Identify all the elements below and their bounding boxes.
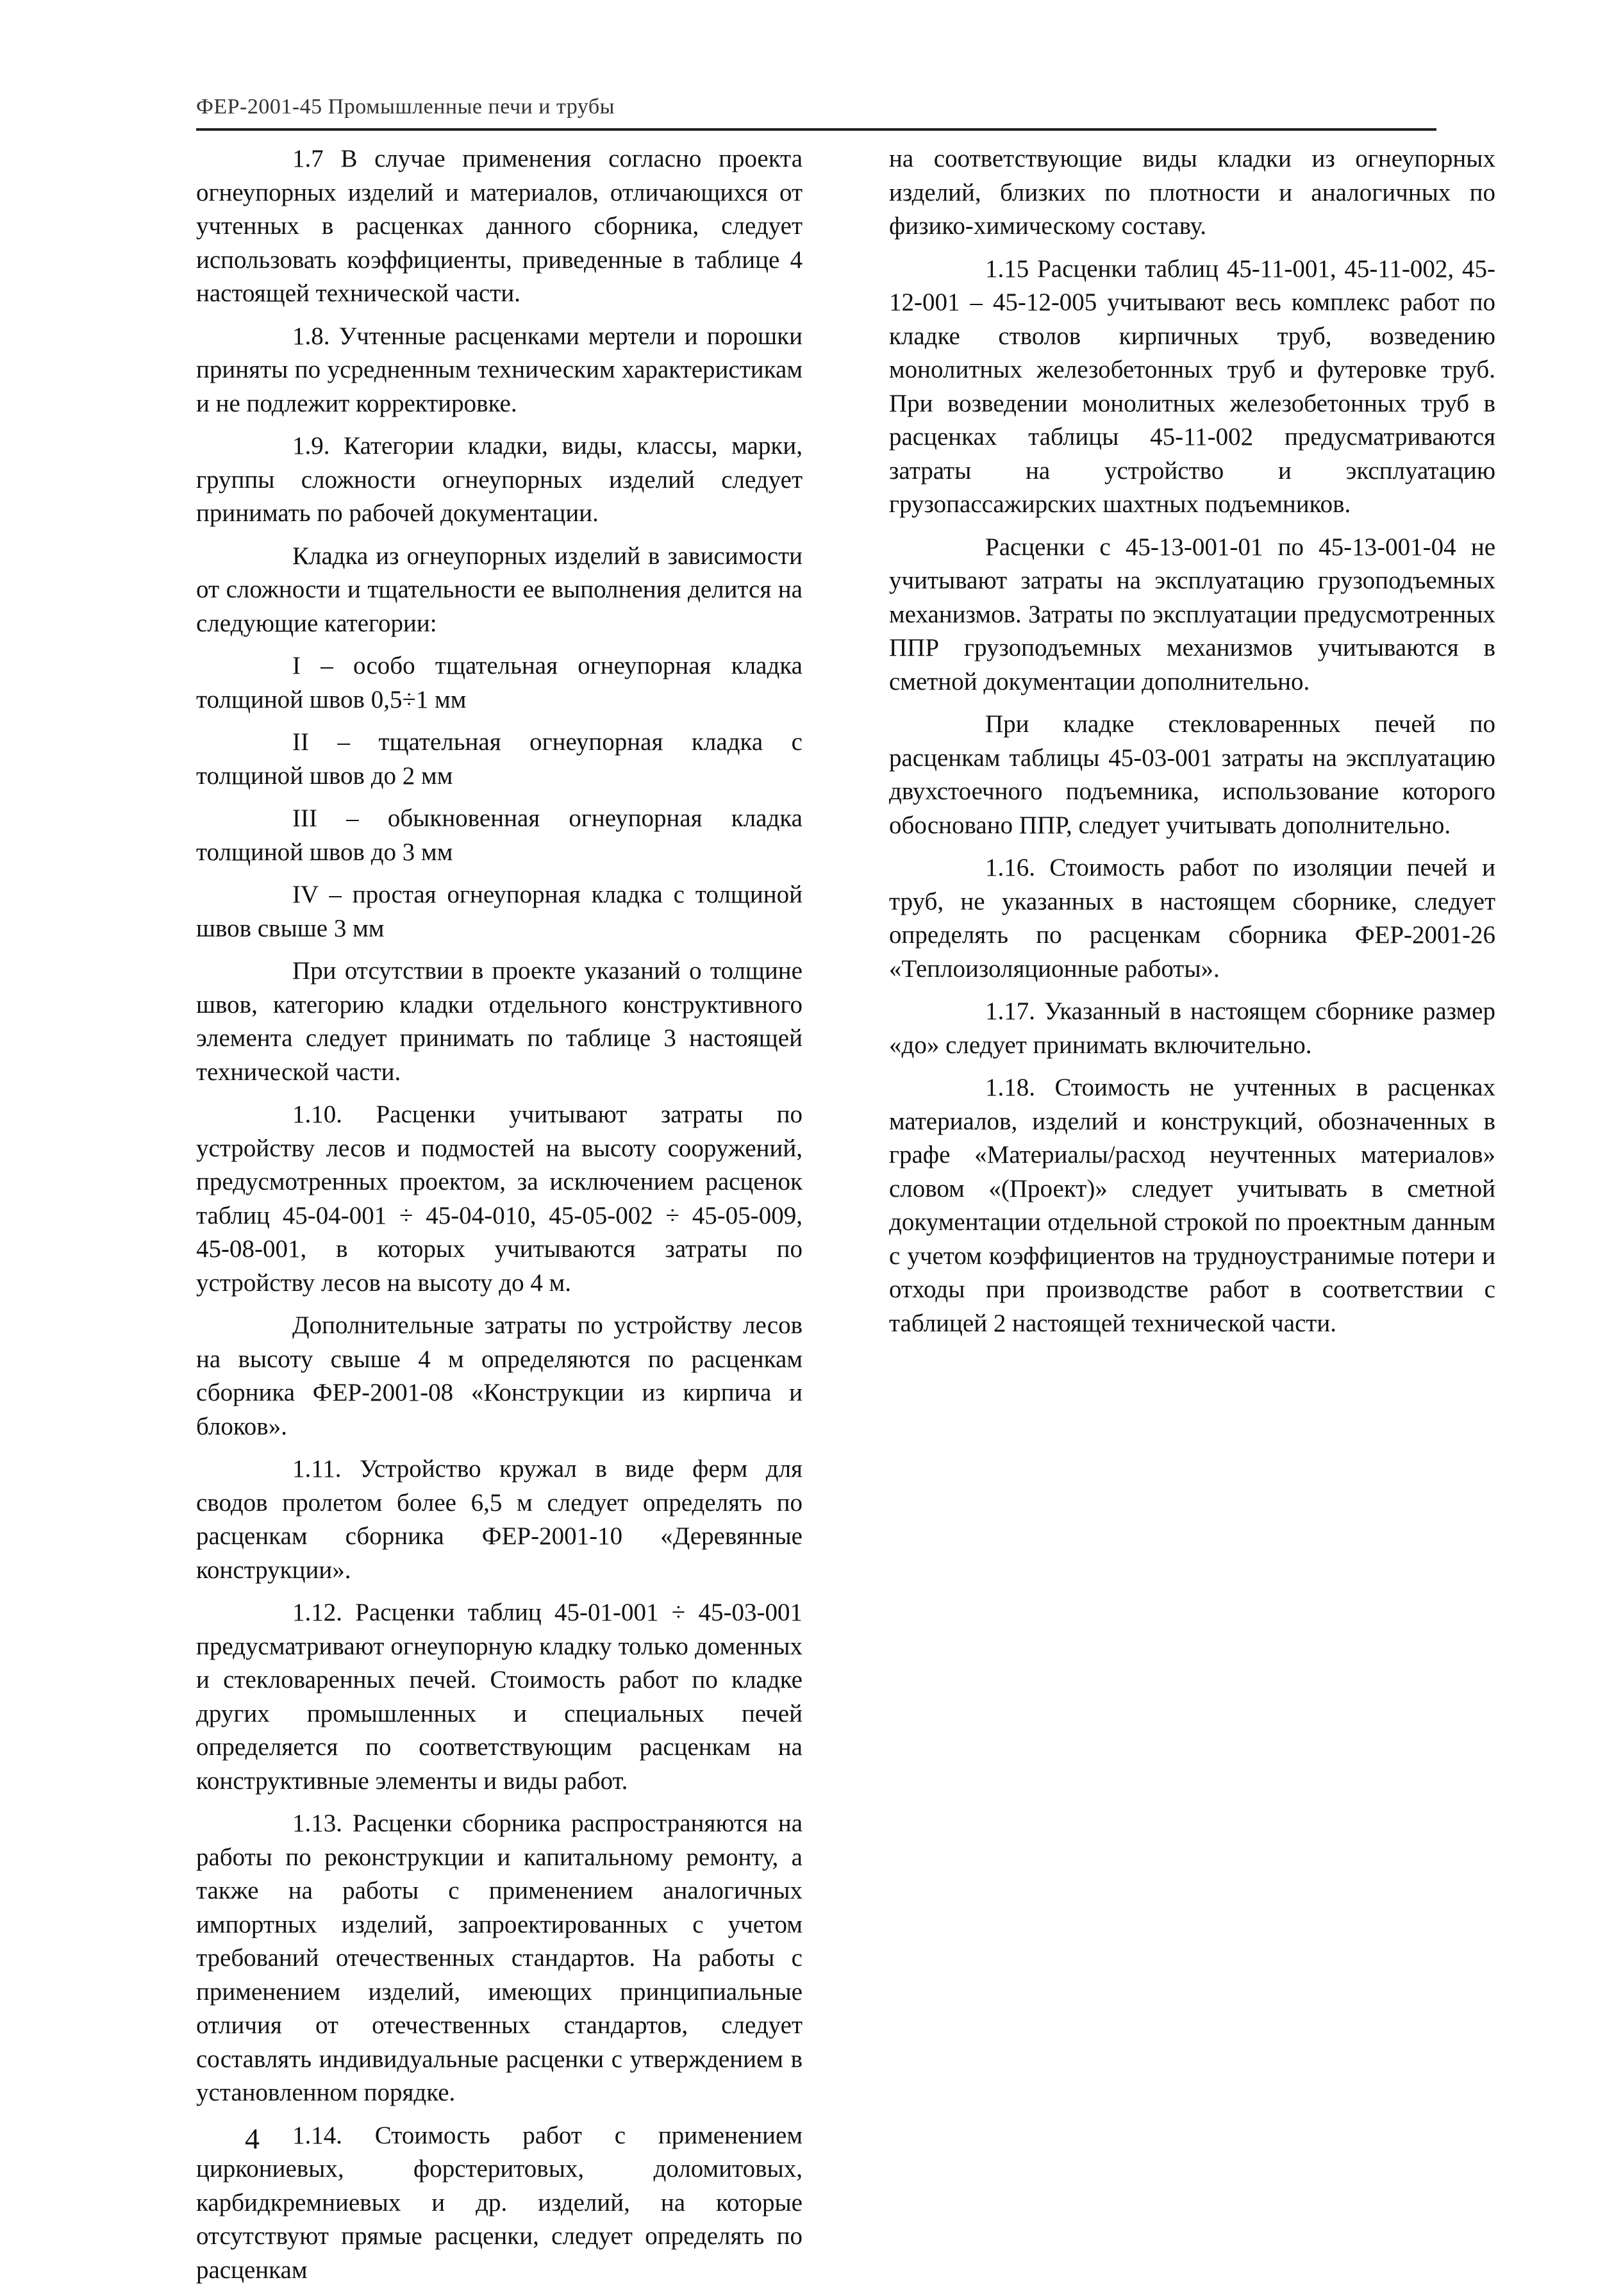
running-header: ФЕР-2001-45 Промышленные печи и трубы bbox=[196, 95, 615, 119]
paragraph-glass-furnaces: При кладке стекловаренных печей по расценкам таблицы 45-03-001 затраты на эксплуатацию двухстоечного подъемника, использование которого обосновано ППР, следует учитывать дополнительно. bbox=[889, 710, 1495, 839]
right-column bbox=[889, 142, 1495, 1349]
paragraph-1-17: 1.17. Указанный в настоящем сборнике размер «до» следует принимать включительно. bbox=[889, 997, 1495, 1059]
paragraph-1-12: 1.12. Расценки таблиц 45-01-001 ÷ 45-03-001 предусматривают огнеупорную кладку только доменных и стекловаренных печей. Стоимость работ по кладке других промышленных и специальных печей определяется по соответствующим расценкам на конструктивные элементы и виды работ. bbox=[196, 1599, 803, 1795]
category-i: I – особо тщательная огнеупорная кладка толщиной швов 0,5÷1 мм bbox=[196, 652, 803, 713]
paragraph-1-11: 1.11. Устройство кружал в виде ферм для сводов пролетом более 6,5 м следует определять по расценкам сборника ФЕР-2001-10 «Деревянные конструкции». bbox=[196, 1455, 803, 1584]
category-iii: III – обыкновенная огнеупорная кладка толщиной швов до 3 мм bbox=[196, 804, 803, 866]
paragraph-1-13: 1.13. Расценки сборника распространяются на работы по реконструкции и капитальному ремонту, а также на работы с применением аналогичных импортных изделий, запроектированных с учетом требований отечественных стандартов. На работы с применением изделий, имеющих принципиальные отличия от отечественных стандартов, следует составлять индивидуальные расценки с утверждением в установленном порядке. bbox=[196, 1809, 803, 2106]
category-iv: IV – простая огнеупорная кладка с толщиной швов свыше 3 мм bbox=[196, 881, 803, 942]
category-ii: II – тщательная огнеупорная кладка с толщиной швов до 2 мм bbox=[196, 728, 803, 790]
paragraph-1-15: 1.15 Расценки таблиц 45-11-001, 45-11-002, 45-12-001 – 45-12-005 учитывают весь комплекс работ по кладке стволов кирпичных труб, возведению монолитных железобетонных труб и футеровке труб. При возведении монолитных железобетонных труб в расценках таблицы 45-11-002 предусматриваются затраты на устройство и эксплуатацию грузопассажирских шахтных подъемников. bbox=[889, 254, 1495, 518]
paragraph-lifting-mechanisms: Расценки с 45-13-001-01 по 45-13-001-04 не учитывают затраты на эксплуатацию грузоподъемных механизмов. Затраты по эксплуатации предусмотренных ППР грузоподъемных механизмов учитываются в сметной документации дополнительно. bbox=[889, 533, 1495, 695]
paragraph-1-9: 1.9. Категории кладки, виды, классы, марки, группы сложности огнеупорных изделий следует принимать по рабочей документации. bbox=[196, 432, 803, 527]
paragraph-seam-thickness: При отсутствии в проекте указаний о толщине швов, категорию кладки отдельного конструктивного элемента следует принимать по таблице 3 настоящей технической части. bbox=[196, 957, 803, 1086]
paragraph-1-8: 1.8. Учтенные расценками мертели и порошки приняты по усредненным техническим характеристикам и не подлежит корректировке. bbox=[196, 322, 803, 417]
paragraph-categories-intro: Кладка из огнеупорных изделий в зависимости от сложности и тщательности ее выполнения делится на следующие категории: bbox=[196, 542, 803, 637]
paragraph-1-14: 1.14. Стоимость работ с применением циркониевых, форстеритовых, доломитовых, карбидкремниевых и др. изделий, на которые отсутствуют прямые расценки, следует определять по расценкам bbox=[196, 2121, 803, 2284]
paragraph-1-16: 1.16. Стоимость работ по изоляции печей и труб, не указанных в настоящем сборнике, следует определять по расценкам сборника ФЕР-2001-26 «Теплоизоляционные работы». bbox=[889, 854, 1495, 983]
paragraph-1-18: 1.18. Стоимость не учтенных в расценках материалов, изделий и конструкций, обозначенных в графе «Материалы/расход неучтенных материалов» словом «(Проект)» следует учитывать в сметной документации отдельной строкой по проектным данным с учетом коэффициентов на трудноустранимые потери и отходы при производстве работ в соответствии с таблицей 2 настоящей технической части. bbox=[889, 1074, 1495, 1337]
page-number: 4 bbox=[245, 2122, 260, 2155]
header-rule bbox=[196, 128, 1436, 131]
paragraph-1-14-continued: на соответствующие виды кладки из огнеупорных изделий, близких по плотности и аналогичных по физико-химическому составу. bbox=[889, 145, 1495, 240]
paragraph-1-10: 1.10. Расценки учитывают затраты по устройству лесов и подмостей на высоту сооружений, предусмотренных проектом, за исключением расценок таблиц 45-04-001 ÷ 45-04-010, 45-05-002 ÷ 45-05-009, 45-08-001, в которых учитываются затраты по устройству лесов на высоту до 4 м. bbox=[196, 1101, 803, 1297]
left-column bbox=[196, 142, 803, 2296]
paragraph-scaffold-extra: Дополнительные затраты по устройству лесов на высоту свыше 4 м определяются по расценкам сборника ФЕР-2001-08 «Конструкции из кирпича и блоков». bbox=[196, 1311, 803, 1440]
paragraph-1-7: 1.7 В случае применения согласно проекта огнеупорных изделий и материалов, отличающихся от учтенных в расценках данного сборника, следует использовать коэффициенты, приведенные в таблице 4 настоящей технической части. bbox=[196, 145, 803, 307]
